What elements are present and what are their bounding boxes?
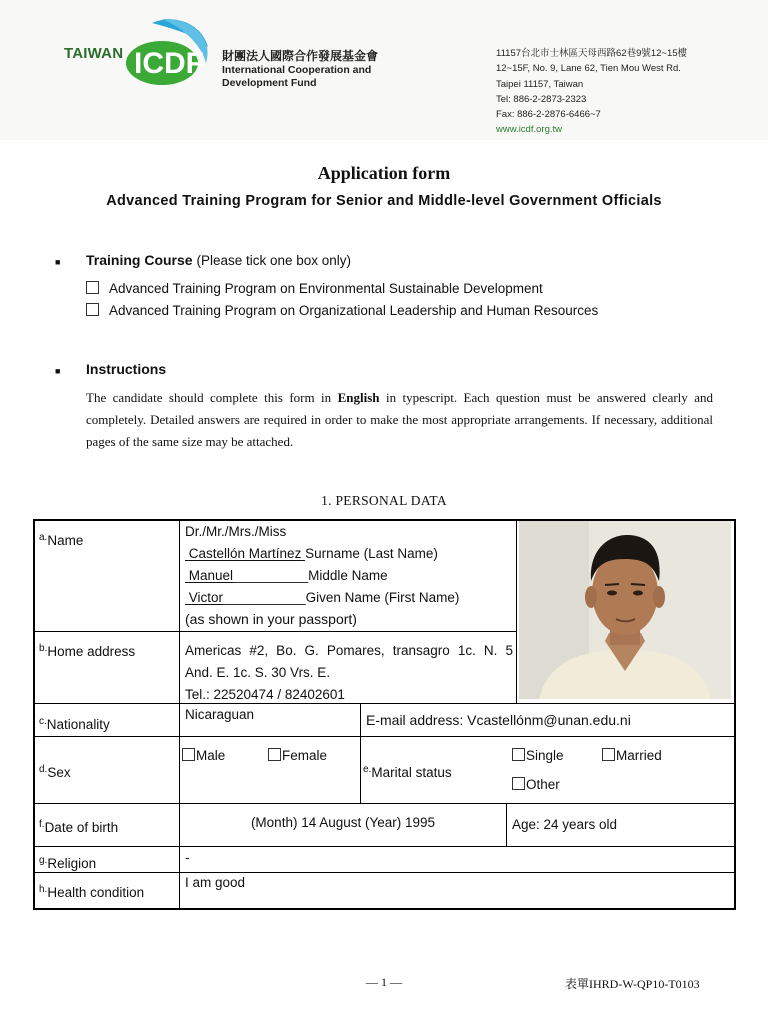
course-option-label: Advanced Training Program on Environmental Sustainable Development (109, 281, 543, 296)
training-course-note: (Please tick one box only) (196, 253, 352, 268)
checkbox[interactable] (512, 777, 525, 790)
address-line: Fax: 886-2-2876-6466~7 (496, 109, 601, 121)
middle-name-label: Middle Name (308, 568, 388, 583)
surname-label: Surname (Last Name) (305, 546, 438, 561)
address-telephone: Tel.: 22520474 / 82402601 (185, 687, 345, 702)
given-name-label: Given Name (First Name) (305, 590, 460, 605)
name-prefix: Dr./Mr./Mrs./Miss (185, 524, 287, 539)
surname-field[interactable] (185, 546, 438, 561)
religion-label-cell (33, 847, 179, 872)
email-field[interactable] (366, 712, 631, 728)
checkbox[interactable] (602, 748, 615, 761)
nationality-label: $^{c.}$Nationality (39, 716, 110, 732)
website-link[interactable]: www.icdf.org.tw (496, 124, 562, 136)
middle-name-value: Manuel (188, 568, 234, 583)
given-name-field[interactable]: Victor___________Given Name (First Name) (188, 590, 460, 605)
email-value: Vcastellónm@unan.edu.ni (467, 712, 631, 728)
checkbox[interactable] (86, 281, 99, 294)
org-address-block (496, 46, 687, 138)
page-number: — 1 — (366, 975, 402, 989)
course-option-2[interactable] (86, 303, 598, 318)
home-address-label: $^{b.}$Home address (39, 643, 136, 659)
address-line: Tel: 886-2-2873-2323 (496, 93, 587, 105)
religion-label: $^{g.}$Religion (39, 855, 97, 871)
instructions-text: The candidate should complete this form in English in typescript. Each question must be answered clearly and completely. Detailed answers are required in order to make the most appropriate arrangements. If necessary, additional pages of the same size may be attached. (86, 390, 713, 449)
health-condition-value[interactable]: I am good (185, 875, 246, 890)
applicant-photo (519, 521, 731, 699)
org-name-english (222, 64, 371, 90)
middle-name-field[interactable]: Manuel__________Middle Name (188, 568, 388, 583)
instructions-emphasis: English (337, 390, 380, 405)
address-line: 11157台北市士林區天母西路62巷9號12~15樓 (496, 48, 688, 59)
marital-married-option[interactable]: Married (602, 748, 662, 763)
form-subtitle: Advanced Training Program for Senior and Middle-level Government Officials (106, 193, 662, 209)
checkbox[interactable] (182, 748, 195, 761)
address-line-2: And. E. 1c. S. 30 Vrs. E. (185, 665, 331, 680)
logo-icdf-text: ICDF (134, 47, 204, 80)
org-name-chinese: 財團法人國際合作發展基金會 (222, 49, 379, 63)
given-name-value: Victor (188, 590, 224, 605)
marital-single-option[interactable]: Single (512, 748, 564, 763)
sex-male-option[interactable]: Male (182, 748, 225, 763)
logo-taiwan-text: TAIWAN (64, 45, 124, 62)
icdf-logo-icon (122, 17, 214, 89)
date-of-birth-value[interactable]: (Month) 14 August (Year) 1995 (250, 815, 436, 830)
address-line: 12~15F, No. 9, Lane 62, Tien Mou West Rd. (496, 63, 681, 75)
nationality-value[interactable]: Nicaraguan (185, 707, 255, 722)
name-label: $^{a.}$Name (39, 532, 84, 548)
bullet-icon: ■ (55, 257, 61, 267)
home-address-field[interactable] (185, 633, 513, 703)
org-name-en-line2: Development Fund (222, 77, 317, 89)
bullet-icon: ■ (55, 366, 61, 376)
checkbox[interactable] (268, 748, 281, 761)
checkbox[interactable] (512, 748, 525, 761)
surname-value: Castellón Martínez (188, 546, 302, 561)
sex-female-option[interactable]: Female (268, 748, 327, 763)
instructions-heading: Instructions (86, 361, 167, 377)
org-name-en-line1: International Cooperation and (222, 64, 372, 76)
checkbox[interactable] (86, 303, 99, 316)
health-condition-label: $^{h.}$Health condition (39, 884, 145, 900)
marital-other-option[interactable]: Other (512, 777, 560, 792)
course-option-label: Advanced Training Program on Organizational Leadership and Human Resources (109, 303, 599, 318)
date-of-birth-label: $^{f.}$Date of birth (39, 819, 119, 835)
section-title-personal-data: 1. PERSONAL DATA (321, 493, 447, 508)
training-course-label: Training Course (86, 252, 193, 268)
form-code: 表單IHRD-W-QP10-T0103 (565, 977, 700, 991)
passport-note: (as shown in your passport) (185, 611, 357, 627)
address-line-1: Americas #2, Bo. G. Pomares, transagro 1c. N. 5 (185, 643, 513, 658)
age-value[interactable]: Age: 24 years old (512, 817, 618, 832)
email-label: E-mail address: (366, 712, 468, 728)
address-line: Taipei 11157, Taiwan (496, 78, 584, 90)
form-title: Application form (317, 163, 451, 183)
religion-value[interactable]: - (185, 850, 190, 865)
marital-status-label: $^{e.}$Marital status (363, 764, 452, 780)
training-course-heading (86, 252, 351, 268)
sex-label: $^{d.}$Sex (39, 764, 71, 780)
course-option-1[interactable] (86, 281, 543, 296)
